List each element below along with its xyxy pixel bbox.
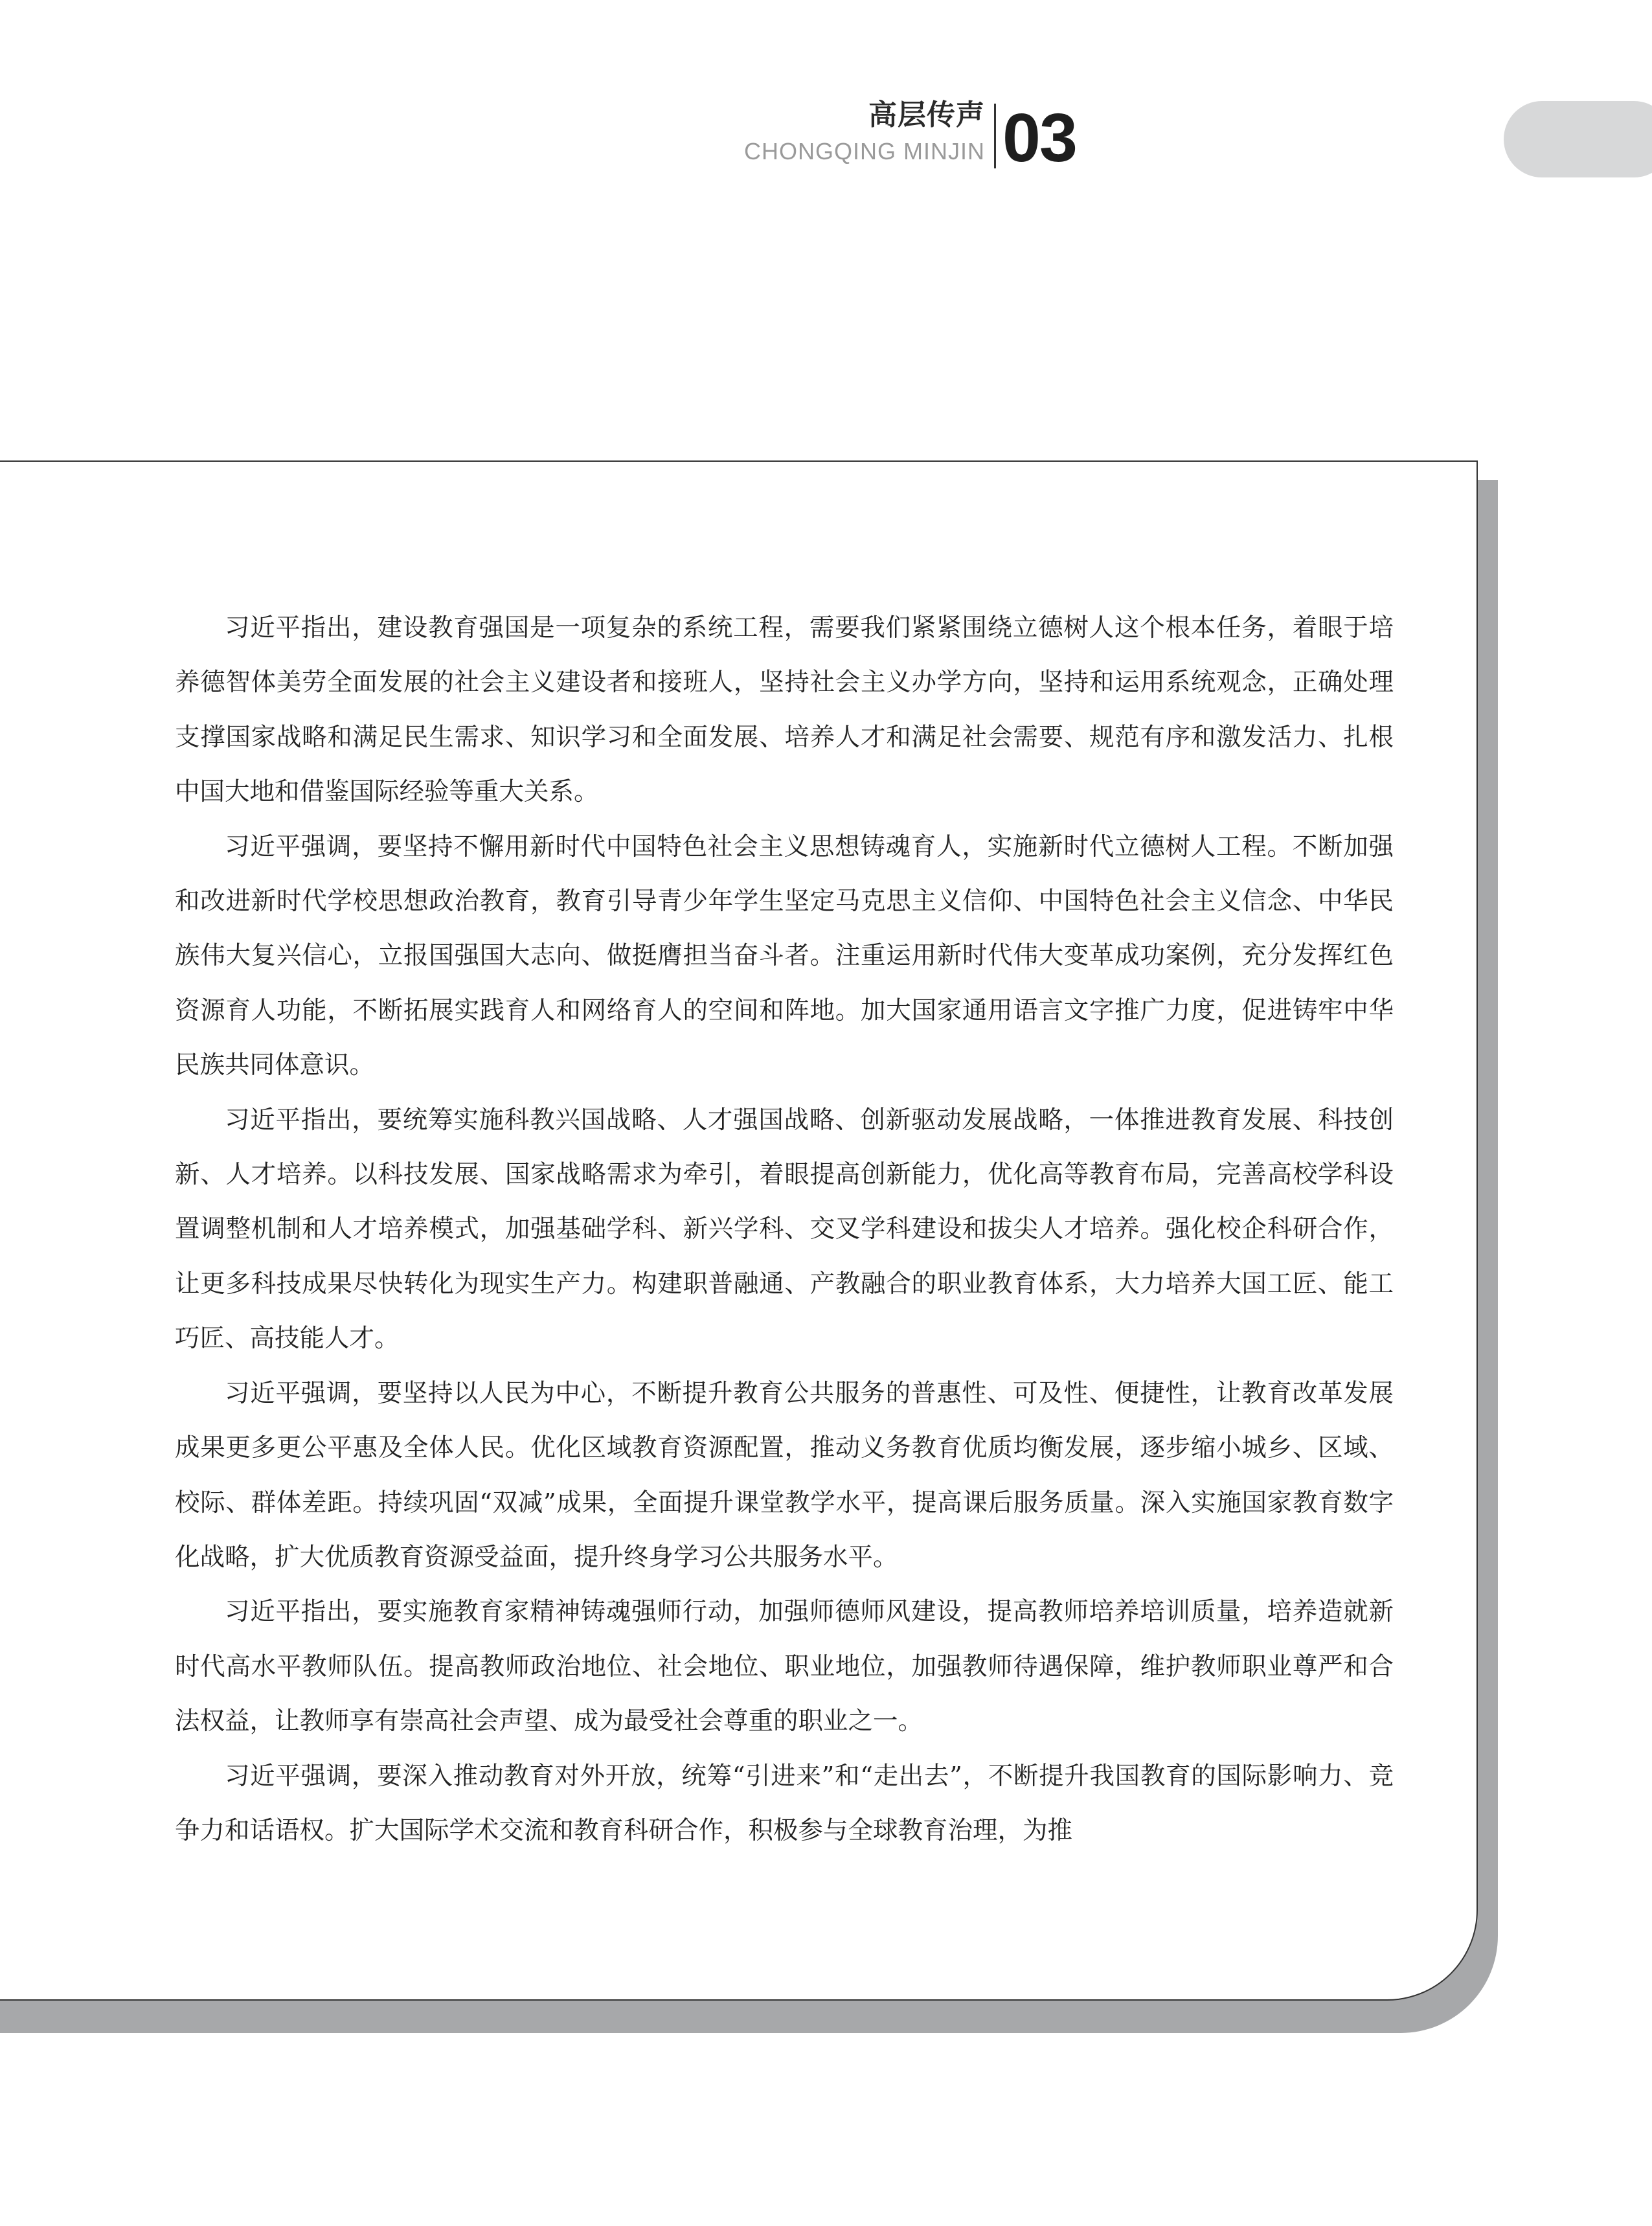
magazine-name: CHONGQING MINJIN bbox=[744, 138, 985, 165]
header-tab-decoration bbox=[1504, 101, 1652, 177]
paragraph: 习近平强调，要坚持不懈用新时代中国特色社会主义思想铸魂育人，实施新时代立德树人工程。不断加强和改进新时代学校思想政治教育，教育引导青少年学生坚定马克思主义信仰、中国特色社会主义信念、中华民族伟大复兴信心，立报国强国大志向、做挺膺担当奋斗者。注重运用新时代伟大变革成功案例，充分发挥红色资源育人功能，不断拓展实践育人和网络育人的空间和阵地。加大国家通用语言文字推广力度，促进铸牢中华民族共同体意识。 bbox=[175, 832, 1394, 1080]
paragraph: 习近平强调，要坚持以人民为中心，不断提升教育公共服务的普惠性、可及性、便捷性，让教育改革发展成果更多更公平惠及全体人民。优化区域教育资源配置，推动义务教育优质均衡发展，逐步缩小城乡、区域、校际、群体差距。持续巩固“双减”成果，全面提升课堂教学水平，提高课后服务质量。深入实施国家教育数字化战略，扩大优质教育资源受益面，提升终身学习公共服务水平。 bbox=[175, 1378, 1394, 1572]
section-title: 高层传声 bbox=[868, 98, 985, 131]
page-number: 03 bbox=[1002, 100, 1076, 176]
paragraph: 习近平指出，要统筹实施科教兴国战略、人才强国战略、创新驱动发展战略，一体推进教育发展、科技创新、人才培养。以科技发展、国家战略需求为牵引，着眼提高创新能力，优化高等教育布局，完善高校学科设置调整机制和人才培养模式，加强基础学科、新兴学科、交叉学科建设和拔尖人才培养。强化校企科研合作，让更多科技成果尽快转化为现实生产力。构建职普融通、产教融合的职业教育体系，大力培养大国工匠、能工巧匠、高技能人才。 bbox=[175, 1105, 1394, 1354]
running-header bbox=[744, 97, 985, 166]
paragraph: 习近平指出，建设教育强国是一项复杂的系统工程，需要我们紧紧围绕立德树人这个根本任务，着眼于培养德智体美劳全面发展的社会主义建设者和接班人，坚持社会主义办学方向，坚持和运用系统观念，正确处理支撑国家战略和满足民生需求、知识学习和全面发展、培养人才和满足社会需要、规范有序和激发活力、扎根中国大地和借鉴国际经验等重大关系。 bbox=[175, 613, 1394, 807]
header-divider bbox=[994, 104, 996, 168]
paragraph: 习近平指出，要实施教育家精神铸魂强师行动，加强师德师风建设，提高教师培养培训质量，培养造就新时代高水平教师队伍。提高教师政治地位、社会地位、职业地位，加强教师待遇保障，维护教师职业尊严和合法权益，让教师享有崇高社会声望、成为最受社会尊重的职业之一。 bbox=[175, 1597, 1394, 1736]
article-body bbox=[175, 601, 1394, 1858]
paragraph: 习近平强调，要深入推动教育对外开放，统筹“引进来”和“走出去”，不断提升我国教育的国际影响力、竞争力和话语权。扩大国际学术交流和教育科研合作，积极参与全球教育治理，为推 bbox=[175, 1761, 1394, 1845]
